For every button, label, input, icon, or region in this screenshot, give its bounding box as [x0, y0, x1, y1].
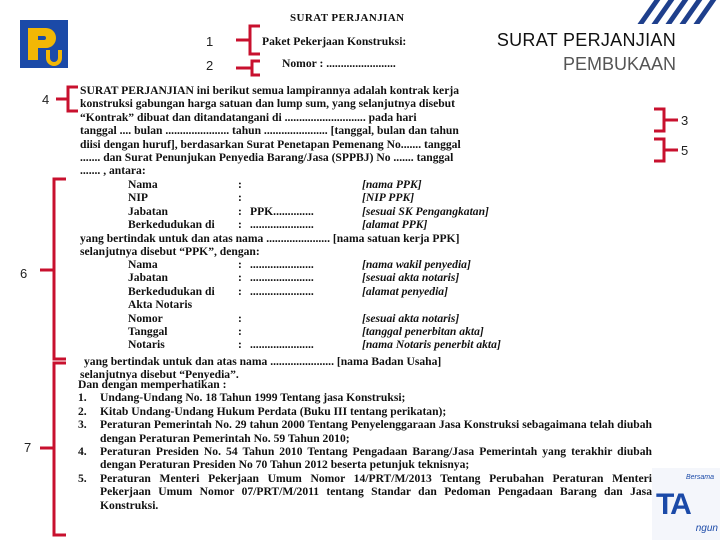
brace-1-icon [232, 22, 262, 58]
opening-line: SURAT PERJANJIAN ini berikut semua lampirannya adalah kontrak kerja [80, 84, 459, 97]
ppk-tail-line: selanjutnya disebut “PPK”, dengan: [80, 245, 260, 259]
penyedia-tail-line: yang bertindak untuk dan atas nama ...................... [nama Badan Usaha] [84, 354, 442, 368]
opening-line: diisi dengan huruf], berdasarkan Surat Penetapan Pemenang No....... tanggal [80, 137, 461, 151]
field-key: Nama [128, 178, 158, 191]
document-heading: SURAT PERJANJIAN [290, 12, 405, 24]
list-item-number: 1. [78, 391, 87, 405]
field-note: [nama wakil penyedia] [362, 258, 471, 271]
field-value: ...................... [250, 271, 314, 285]
ppk-field-row [80, 178, 652, 191]
list-item-text: Kitab Undang-Undang Hukum Perdata (Buku III tentang perikatan); [100, 404, 447, 418]
field-note: [sesuai akta notaris] [362, 271, 460, 285]
corner-logo [652, 468, 720, 540]
list-item-number: 5. [78, 471, 87, 485]
field-colon: : [238, 204, 242, 218]
ppk-block [80, 178, 652, 258]
field-colon: : [238, 325, 242, 339]
decorative-stripes [640, 0, 720, 20]
field-note: [sesuai akta notaris] [362, 311, 460, 325]
list-item [78, 391, 652, 404]
opening-line: ....... , antara: [80, 164, 146, 178]
ppk-field-row [80, 218, 652, 231]
penyedia-tail-line: selanjutnya disebut “Penyedia”. [80, 368, 239, 382]
field-colon: : [238, 191, 242, 205]
corner-logo-top-text: Bersama [685, 474, 714, 481]
field-note: [nama Notaris penerbit akta] [362, 338, 501, 352]
field-value [250, 178, 362, 191]
label-5: 5 [681, 143, 689, 158]
nomor-line: Nomor : ........................ [282, 56, 396, 70]
brace-2-icon [232, 58, 262, 78]
field-value [250, 191, 362, 204]
field-colon: : [238, 218, 242, 232]
label-2: 2 [206, 58, 214, 73]
field-key: NIP [128, 191, 148, 205]
field-value: ...................... [250, 338, 314, 352]
legal-basis-list [78, 378, 652, 512]
label-7: 7 [24, 440, 32, 455]
field-note: [alamat PPK] [362, 218, 428, 232]
field-colon: : [238, 284, 242, 298]
list-item-text: Peraturan Pemerintah No. 29 tahun 2000 Tentang Penyelenggaraan Jasa Konstruksi sebagaimana telah diubah dengan Peraturan Pemerintah No. 59 Tahun 2010; [100, 418, 652, 445]
brace-4-icon [54, 84, 80, 114]
opening-line: tanggal .... bulan ...................... tahun ...................... [tanggal, bulan dan tahun [80, 124, 459, 138]
field-key: Berkedudukan di [128, 218, 215, 232]
field-note: [tanggal penerbitan akta] [362, 325, 484, 339]
field-value: PPK.............. [250, 204, 314, 218]
field-colon: : [238, 311, 242, 325]
penyedia-field-row [80, 285, 652, 298]
label-3: 3 [681, 113, 689, 128]
penyedia-field-row [80, 338, 652, 351]
list-item-text: Undang-Undang No. 18 Tahun 1999 Tentang jasa Konstruksi; [100, 391, 406, 405]
penyedia-block [80, 258, 652, 382]
corner-logo-bottom-text: ngun [695, 523, 718, 534]
field-key: Berkedudukan di [128, 284, 215, 298]
field-key: Jabatan [128, 204, 168, 218]
list-item-number: 3. [78, 418, 87, 432]
paket-line: Paket Pekerjaan Konstruksi: [262, 35, 407, 49]
opening-line: konstruksi gabungan harga satuan dan lump sum, yang selanjutnya disebut [80, 97, 455, 111]
penyedia-field-row [80, 312, 652, 325]
list-item [78, 405, 652, 418]
label-1: 1 [206, 34, 214, 49]
field-key: Tanggal [128, 325, 168, 339]
field-colon: : [238, 258, 242, 271]
field-note: [sesuai SK Pengangkatan] [362, 204, 489, 218]
considering-heading: Dan dengan memperhatikan : [78, 378, 227, 391]
field-colon: : [238, 338, 242, 352]
field-key: Nomor [128, 311, 163, 325]
field-key: Notaris [128, 338, 165, 352]
label-6: 6 [20, 266, 28, 281]
field-value: ...................... [250, 218, 314, 232]
list-item-text: Peraturan Presiden No. 54 Tahun 2010 Tentang Pengadaan Barang/Jasa Pemerintah yang terakhir diubah dengan Peraturan Presiden No 70 Tahun 2012 beserta petunjuk teknisnya; [100, 445, 652, 472]
penyedia-field-row [80, 325, 652, 338]
list-item [78, 418, 652, 445]
field-colon: : [238, 178, 242, 191]
brace-3-icon [652, 106, 682, 134]
document-heading-block [262, 12, 462, 70]
opening-paragraph [80, 84, 652, 178]
list-item-number: 2. [78, 404, 87, 418]
field-value [250, 325, 362, 338]
opening-line: “Kontrak” dibuat dan ditandatangani di ............................ pada hari [80, 110, 417, 124]
brace-6-icon [36, 176, 72, 362]
slide-title-line2: PEMBUKAAN [562, 54, 676, 74]
ppk-field-row [80, 205, 652, 218]
field-colon: : [238, 271, 242, 285]
field-value: ...................... [250, 284, 314, 298]
field-value: ...................... [250, 258, 314, 271]
penyedia-field-row [80, 298, 652, 311]
opening-line: ....... dan Surat Penunjukan Penyedia Barang/Jasa (SPPBJ) No ....... tanggal [80, 151, 454, 165]
penyedia-field-row [80, 271, 652, 284]
field-colon [238, 298, 250, 311]
field-note: [alamat penyedia] [362, 284, 448, 298]
penyedia-field-row [80, 258, 652, 271]
brace-7-icon [36, 360, 72, 538]
ppk-field-row [80, 191, 652, 204]
list-item [78, 445, 652, 472]
slide-title-line1: SURAT PERJANJIAN [496, 30, 676, 50]
list-item [78, 472, 652, 512]
label-4: 4 [42, 92, 50, 107]
list-item-number: 4. [78, 445, 87, 459]
field-key: Nama [128, 258, 158, 271]
field-key: Jabatan [128, 271, 168, 285]
field-value [250, 298, 362, 311]
field-value [250, 312, 362, 325]
field-note: [NIP PPK] [362, 191, 415, 205]
field-key: Akta Notaris [128, 298, 193, 312]
brace-5-icon [652, 136, 682, 164]
pu-logo-icon [20, 20, 68, 68]
slide-title [497, 28, 676, 76]
field-note: [nama PPK] [362, 178, 422, 191]
corner-logo-mark: TA [656, 488, 690, 521]
list-item-text: Peraturan Menteri Pekerjaan Umum Nomor 14/PRT/M/2013 Tentang Perubahan Peraturan Menteri Pekerjaan Umum Nomor 07/PRT/M/2011 tentang Standar dan Pedoman Pengadaan Barang dan Jasa Konstruksi. [100, 471, 652, 512]
ppk-tail-line: yang bertindak untuk dan atas nama ...................... [nama satuan kerja PPK] [80, 231, 460, 245]
